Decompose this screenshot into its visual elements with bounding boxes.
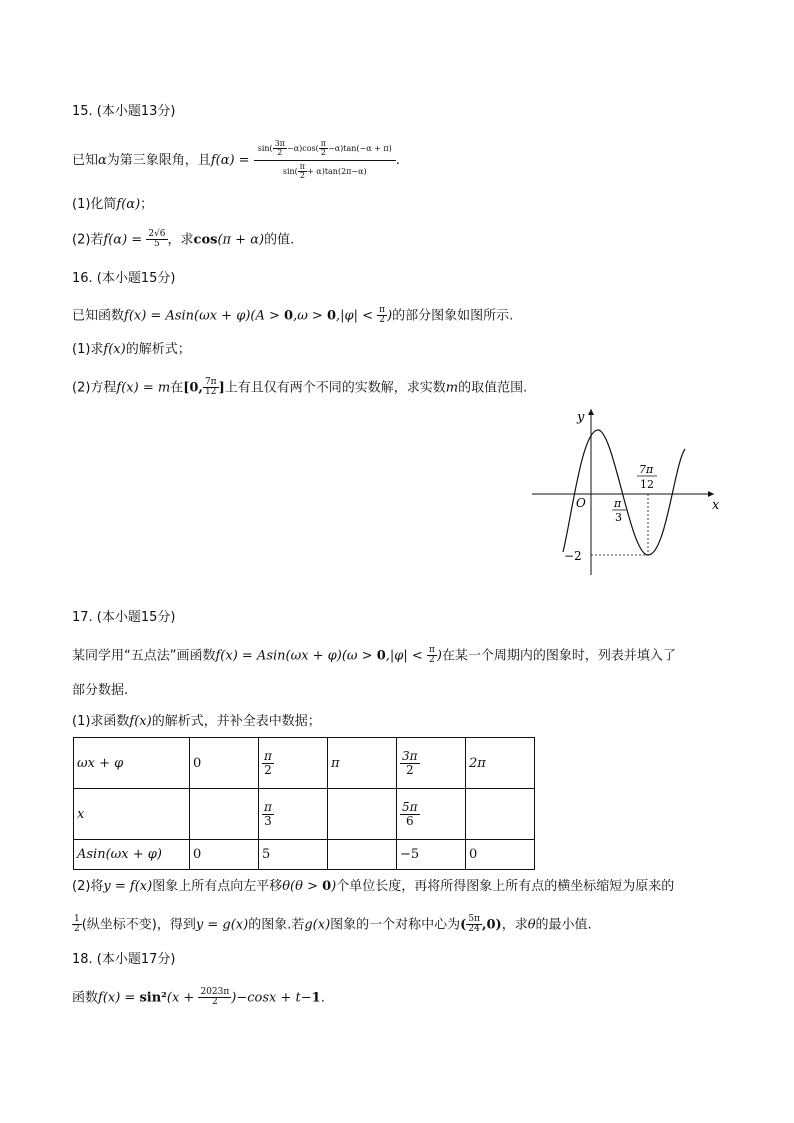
q17-center-open: ( — [460, 917, 467, 933]
q15-fraction-denominator — [254, 161, 396, 181]
q17-stem-c: ,|φ| < — [385, 648, 423, 664]
q17-half-top: 1 — [74, 914, 80, 924]
q18-heading: 18. (本小题17分) — [72, 952, 176, 967]
q18-frac-top: 2023π — [200, 987, 230, 997]
q17-part2-zero: 0 — [322, 879, 332, 894]
tick-12: 12 — [640, 478, 654, 491]
q17-part2-m1: y = f(x) — [103, 879, 153, 894]
q16-part2-mid: 在 — [170, 380, 184, 396]
q15-num-frac-a-bottom: 2 — [277, 148, 283, 158]
q17-half-bottom: 2 — [74, 924, 80, 935]
q17-part2-m4: g(x) — [304, 917, 331, 933]
q17-zero1: 0 — [376, 648, 386, 664]
q15-part1-math: f(α) — [116, 197, 141, 212]
q16-interval-open: [0, — [183, 380, 203, 396]
q16-stem-d: ,|φ| < — [336, 308, 374, 324]
q15-stem-prefix: 已知 — [72, 152, 99, 168]
q17-part1-math: f(x) — [129, 714, 152, 729]
q16-part2 — [72, 378, 527, 398]
origin-label: O — [576, 496, 586, 510]
table-cell: 5 — [259, 840, 328, 870]
sine-curve — [563, 430, 685, 555]
table-cell — [328, 840, 397, 870]
q16-interval-frac-top: 7π — [204, 377, 217, 387]
q16-interval-close: ] — [218, 380, 225, 396]
q15-num-a-rest: −α)cos( — [287, 143, 319, 153]
q16-stem-func: f(x) = Asin(ωx + φ)(A > — [124, 308, 285, 324]
q17-part2-m2: θ(θ > — [282, 879, 323, 894]
q17-part2-t6: ，求 — [501, 917, 528, 933]
q16-stem — [72, 306, 513, 326]
q15-part2-frac — [146, 230, 167, 250]
q16-phi-frac — [377, 306, 387, 326]
q16-part1-math: f(x) — [103, 342, 126, 357]
q15-heading: 15. (本小题13分) — [72, 104, 176, 119]
q17-half-frac — [72, 915, 82, 935]
q15-num-frac-a-top: 3π — [274, 139, 286, 148]
q17-part2-t7: 的最小值. — [535, 917, 592, 933]
minus2-label: −2 — [564, 549, 582, 563]
q17-part2-prefix: (2)将 — [72, 879, 104, 894]
q15-num-frac-b-top: π — [320, 139, 327, 148]
q15-part2-math: f(α) = — [103, 232, 143, 248]
q15-alpha: α — [98, 152, 107, 168]
q17-center-top: 5π — [468, 914, 480, 924]
q17-part2-t4: 的图象.若 — [248, 917, 305, 933]
table-cell — [259, 738, 328, 789]
q15-num-frac-b — [319, 140, 328, 158]
table-cell: π — [328, 738, 397, 789]
q15-part2-arg: (π + α) — [217, 232, 265, 248]
q15-num-b-rest: −α)tan(−α + π) — [328, 143, 392, 153]
q16-heading: 16. (本小题15分) — [72, 271, 176, 286]
q15-f-alpha: f(α) = — [210, 152, 250, 168]
q16-part1-suffix: 的解析式； — [125, 342, 191, 357]
q15-num-frac-b-bottom: 2 — [320, 148, 326, 158]
q15-part2-frac-top: 2√6 — [148, 229, 166, 239]
q15-fraction — [254, 140, 396, 181]
five-point-table — [73, 737, 535, 870]
q18-stem — [72, 988, 325, 1008]
table-frac: $\frac{3\pi}{2}$ — [402, 748, 418, 777]
table-cell: x — [74, 789, 190, 840]
q15-num-sin: sin( — [257, 143, 273, 153]
table-cell: −5 — [397, 840, 466, 870]
tick-7pi: 7π — [639, 463, 654, 476]
q15-stem — [72, 140, 400, 181]
q15-part2-frac-bottom: 5 — [154, 239, 160, 250]
q17-stem-func: f(x) = Asin(ωx + φ)(ω > — [215, 648, 377, 664]
table-cell: 0 — [190, 738, 259, 789]
q16-stem-e: ) — [387, 308, 393, 324]
table-cell: Asin(ωx + φ) — [74, 840, 190, 870]
table-row — [74, 789, 535, 840]
q17-part1 — [72, 713, 321, 731]
q18-frac — [198, 988, 231, 1008]
q15-part2-prefix: (2)若 — [72, 232, 104, 248]
q17-center-close: ,0) — [481, 917, 502, 933]
q16-part1 — [72, 341, 191, 359]
q18-stem-prefix: 函数 — [72, 990, 99, 1006]
q18-period: . — [320, 990, 325, 1006]
table-cell — [190, 789, 259, 840]
table-row — [74, 840, 535, 870]
q17-stem-line2: 部分数据. — [72, 683, 129, 698]
q18-one: 1 — [311, 990, 321, 1006]
q17-center-frac — [466, 915, 482, 935]
table-cell: 0 — [466, 840, 535, 870]
q17-part2-t5: 图象的一个对称中心为 — [330, 917, 461, 933]
q17-part1-suffix: 的解析式，并补全表中数据； — [151, 714, 321, 729]
q16-zero2: 0 — [326, 308, 336, 324]
y-label: y — [577, 410, 585, 425]
q17-phi-frac — [427, 646, 437, 666]
q17-stem-d: ) — [436, 648, 442, 664]
table-frac: $\frac{\pi}{2}$ — [264, 748, 272, 777]
q18-open: (x + — [166, 990, 195, 1006]
table-frac: $\frac{\pi}{3}$ — [264, 799, 272, 828]
q17-part2-t2: 个单位长度，再将所得图象上所有点的横坐标缩短为原来的 — [336, 879, 675, 894]
table-cell: 2π — [466, 738, 535, 789]
q15-part1-suffix: ； — [140, 197, 154, 212]
table-cell — [397, 738, 466, 789]
q15-part1-prefix: (1)化简 — [72, 197, 117, 212]
q16-part2-suffix: 的取值范围. — [458, 380, 528, 396]
q15-part2-suffix: 的值. — [264, 232, 295, 248]
q16-part2-prefix: (2)方程 — [72, 380, 117, 396]
sine-graph — [530, 405, 730, 580]
q17-phi-frac-bottom: 2 — [429, 655, 435, 666]
q18-sin2: sin² — [139, 990, 167, 1006]
q17-stem-suffix: 在某一个周期内的图象时，列表并填入了 — [441, 648, 676, 664]
q16-stem-prefix: 已知函数 — [72, 308, 125, 324]
q17-center-bottom: 24 — [468, 924, 480, 935]
q16-part1-prefix: (1)求 — [72, 342, 104, 357]
q15-part2-mid: ，求 — [167, 232, 194, 248]
q15-fraction-numerator — [254, 140, 396, 161]
table-cell — [466, 789, 535, 840]
q15-stem-mid: 为第三象限角，且 — [106, 152, 211, 168]
q15-part2 — [72, 230, 294, 250]
q16-stem-suffix: 的部分图象如图所示. — [392, 308, 514, 324]
q15-part1 — [72, 196, 153, 214]
q16-zero1: 0 — [284, 308, 294, 324]
q18-frac-bottom: 2 — [212, 997, 218, 1008]
q17-part2-t3: (纵坐标不变)，得到 — [81, 917, 196, 933]
table-cell — [328, 789, 397, 840]
q16-part2-math: f(x) = m — [116, 380, 171, 396]
x-label: x — [712, 498, 720, 513]
q15-den-frac-a — [298, 163, 307, 181]
q17-part2 — [72, 878, 674, 896]
q16-part2-m: m — [445, 380, 459, 396]
q17-heading: 17. (本小题15分) — [72, 610, 176, 625]
q15-den-sin: sin( — [282, 166, 298, 176]
table-frac: $\frac{5\pi}{6}$ — [402, 799, 418, 828]
q17-part2-theta: θ — [527, 917, 536, 933]
q16-interval-frac-bottom: 12 — [205, 387, 217, 398]
tick-pi: π — [614, 497, 622, 510]
q17-part1-prefix: (1)求函数 — [72, 714, 130, 729]
q16-phi-frac-top: π — [379, 305, 386, 315]
tick-3: 3 — [615, 511, 622, 524]
q16-stem-c: ,ω > — [293, 308, 327, 324]
q18-close: )−cosx + t− — [231, 990, 312, 1006]
table-cell — [259, 789, 328, 840]
q15-period: . — [395, 152, 400, 168]
q17-phi-frac-top: π — [428, 645, 435, 655]
table-cell: ωx + φ — [74, 738, 190, 789]
q17-stem — [72, 646, 676, 666]
q15-den-frac-a-bottom: 2 — [299, 171, 305, 181]
q17-part2-m3: y = g(x) — [195, 917, 249, 933]
table-cell — [397, 789, 466, 840]
q15-part2-cos: cos — [193, 232, 218, 248]
table-row — [74, 738, 535, 789]
q15-den-a-rest: + α)tan(2π−α) — [307, 166, 367, 176]
q17-stem-prefix: 某同学用“五点法”画函数 — [72, 648, 216, 664]
q16-part2-mid2: 上有且仅有两个不同的实数解，求实数 — [224, 380, 446, 396]
q17-part2-line2 — [72, 915, 592, 935]
q17-part2-m2b: ) — [331, 879, 337, 894]
q17-part2-t1: 图象上所有点向左平移 — [152, 879, 283, 894]
q18-stem-f: f(x) = — [98, 990, 140, 1006]
q15-den-frac-a-top: π — [299, 161, 306, 171]
q16-interval-frac — [203, 378, 219, 398]
table-cell: 0 — [190, 840, 259, 870]
q15-num-frac-a — [273, 140, 287, 158]
q16-phi-frac-bottom: 2 — [379, 315, 385, 326]
